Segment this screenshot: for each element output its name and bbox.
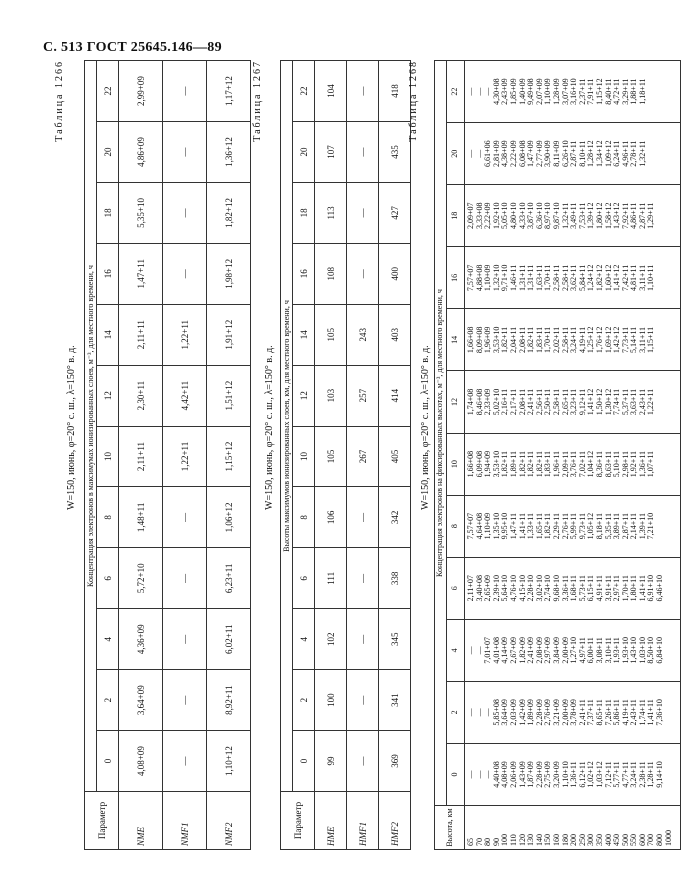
table-cell: 338	[379, 548, 411, 609]
table-cell: 405	[379, 426, 411, 487]
table-cell: 342	[379, 487, 411, 548]
table-cell: 105	[315, 426, 347, 487]
hour-header: 16	[97, 243, 119, 304]
table-cell: 107	[315, 122, 347, 183]
hour-header: 2	[447, 681, 465, 743]
table-cell: 104	[315, 61, 347, 122]
hour-header: 22	[447, 61, 465, 123]
table-row	[119, 61, 163, 850]
table-cell: 99	[315, 731, 347, 792]
hour-header: 4	[447, 619, 465, 681]
hour-header: 8	[447, 495, 465, 557]
param-label: HMF1	[347, 792, 379, 850]
hour-header: 22	[293, 61, 315, 122]
table-cell: 1,48+11	[119, 487, 163, 548]
table-cell: 2,11+11	[119, 304, 163, 365]
table-cell: 113	[315, 182, 347, 243]
table-cell: 1,10+12	[207, 731, 251, 792]
hour-header: 14	[97, 304, 119, 365]
param-label: HMF2	[379, 792, 411, 850]
hour-header: 14	[293, 304, 315, 365]
table-1266-number: Таблица 1266	[54, 60, 65, 142]
hour-header: 18	[293, 182, 315, 243]
table-row	[379, 61, 411, 850]
table-cell: 257	[347, 365, 379, 426]
hour-header: 12	[447, 371, 465, 433]
param-header: Параметр	[281, 792, 315, 850]
table-cell: —	[347, 487, 379, 548]
table-cell: 2,11+11	[119, 426, 163, 487]
hour-header: 10	[97, 426, 119, 487]
page-header: С. 513 ГОСТ 25645.146—89	[43, 40, 222, 55]
table-cell: —	[163, 182, 207, 243]
table-cell: —	[347, 548, 379, 609]
table-cell: 6,23+11	[207, 548, 251, 609]
table-cell: 106	[315, 487, 347, 548]
table-cell: 3,64+09	[119, 670, 163, 731]
concentration-column: 7,57+07 4,88+08 1,10+09 1,32+10 9,71+10 1,46+11 1,31+11 1,31+11 1,63+11 1,70+11 2,58+11 2,58+11 3,62+11 5,84+11 1,24+12 1,82+12 1,60+12 1,41+12 7,42+11 4,81+11 3,11+11 1,10+11	[465, 247, 681, 309]
table-cell: 427	[379, 182, 411, 243]
table-cell: —	[163, 122, 207, 183]
concentration-column: 7,57+07 4,64+08 1,10+09 1,35+10 9,95+10 1,47+11 1,41+11 1,33+11 1,65+11 1,82+11 2,29+11 2,76+11 5,99+11 9,73+11 1,05+12 8,18+11 5,35+11 3,89+11 2,87+11 2,14+11 1,39+11 7,21+10	[465, 495, 681, 557]
param-label: NMF2	[207, 792, 251, 850]
table-cell: 102	[315, 609, 347, 670]
table-cell: 1,36+12	[207, 122, 251, 183]
table-1268-caption: W=150, июнь, φ=20° с. ш., λ=150° в. д.	[420, 345, 431, 510]
hour-header: 0	[97, 731, 119, 792]
table-cell: —	[347, 670, 379, 731]
hour-header: 14	[447, 309, 465, 371]
hour-header: 8	[97, 487, 119, 548]
table-cell: 400	[379, 243, 411, 304]
table-cell: 267	[347, 426, 379, 487]
hour-header: 10	[293, 426, 315, 487]
hour-header: 20	[293, 122, 315, 183]
table-cell: 1,17+12	[207, 61, 251, 122]
hour-header: 16	[447, 247, 465, 309]
table-cell: —	[163, 731, 207, 792]
table-cell: 5,35+10	[119, 182, 163, 243]
concentration-column: 2,09+07 3,33+08 2,22+09 1,92+10 5,05+10 4,80+10 4,33+10 3,87+10 6,36+10 8,97+10 9,87+10 1,32+11 3,49+11 7,53+11 1,39+12 1,80+12 1,58+12 1,43+12 7,92+11 4,86+11 2,87+11 1,29+11	[465, 185, 681, 247]
concentration-column: 2,11+07 3,40+08 2,65+09 2,39+10 5,64+10 4,76+10 4,15+10 2,28+10 3,02+10 2,74+10 9,68+10 3,36+11 1,68+11 5,73+11 6,15+11 4,91+11 3,91+11 2,97+11 1,70+11 1,80+11 1,41+11 6,91+10 6,46+10	[465, 557, 681, 619]
table-row	[207, 61, 251, 850]
table-cell: 369	[379, 731, 411, 792]
table-cell: 1,22+11	[163, 426, 207, 487]
table-cell: —	[347, 609, 379, 670]
table-1268-number: Таблица 1268	[408, 60, 419, 142]
rotated-landscape-page	[50, 60, 673, 850]
table-cell: 4,08+09	[119, 731, 163, 792]
table-1266-caption: W=150, июнь, φ=20° с. ш., λ=150° в. д.	[66, 345, 77, 510]
table-cell: 345	[379, 609, 411, 670]
table-1267-caption: W=150, июнь, φ=20° с. ш., λ=150° в. д.	[264, 345, 275, 510]
table-cell: 1,22+11	[163, 304, 207, 365]
table-row	[163, 61, 207, 850]
concentration-column: — — — 5,85+08 3,64+09 2,03+09 1,42+09 1,89+09 2,28+09 2,76+09 3,21+09 2,00+09 3,78+09 2,41+11 7,37+11 8,65+11 7,26+11 5,86+11 4,19+11 2,43+11 1,74+11 1,41+11 7,36+10	[465, 681, 681, 743]
table-cell: —	[163, 670, 207, 731]
table-cell: —	[163, 243, 207, 304]
table-cell: —	[347, 182, 379, 243]
hour-header: 16	[293, 243, 315, 304]
hour-header: 6	[447, 557, 465, 619]
table-1267	[280, 60, 411, 850]
concentration-column: — — 7,01+07 4,01+08 4,14+09 2,67+09 1,82+09 2,41+09 2,08+09 2,97+09 3,84+09 2,00+09 1,27+10 4,97+11 6,00+11 3,08+11 3,10+11 1,93+11 1,93+10 1,43+10 1,03+10 8,50+10 6,84+10	[465, 619, 681, 681]
table-cell: 100	[315, 670, 347, 731]
table-cell: —	[347, 122, 379, 183]
hour-header: 22	[97, 61, 119, 122]
hour-header: 2	[97, 670, 119, 731]
table-cell: 1,06+12	[207, 487, 251, 548]
table-cell: 1,47+11	[119, 243, 163, 304]
hour-header: 6	[97, 548, 119, 609]
hour-header: 12	[293, 365, 315, 426]
table-cell: 1,98+12	[207, 243, 251, 304]
hour-header: 20	[97, 122, 119, 183]
concentration-column: 1,66+08 8,09+08 1,96+09 3,53+10 1,82+11 2,04+11 2,08+11 1,82+11 1,83+11 1,70+11 2,02+11 2,58+11 3,24+11 4,19+11 1,25+12 1,76+12 1,69+12 1,42+12 7,73+11 5,14+11 3,11+11 1,15+11	[465, 309, 681, 371]
concentration-column: 1,74+08 8,46+08 2,33+09 5,02+10 2,16+11 2,17+11 2,08+11 2,41+11 2,56+11 2,50+11 2,58+11 2,65+11 3,23+11 9,12+11 1,41+12 1,50+12 1,30+12 7,74+11 5,37+11 3,63+11 2,43+11 1,22+11	[465, 371, 681, 433]
table-cell: 414	[379, 365, 411, 426]
table-cell: 1,82+12	[207, 182, 251, 243]
hour-header: 0	[293, 731, 315, 792]
table-cell: —	[163, 487, 207, 548]
table-cell: —	[347, 731, 379, 792]
table-1267-span-header: Высоты максимумов ионизированных слоев, км, для местного времени, ч	[281, 61, 293, 792]
table-cell: 243	[347, 304, 379, 365]
table-cell: —	[163, 548, 207, 609]
table-cell: 1,91+12	[207, 304, 251, 365]
table-1266-span-header: Концентрация электронов в максимумах ионизированных слоев, м⁻³, для местного времени, ч	[85, 61, 97, 792]
hour-header: 2	[293, 670, 315, 731]
table-1268	[434, 60, 681, 850]
param-header: Параметр	[85, 792, 119, 850]
concentration-column: — — — 4,30+08 2,43+09 1,85+09 1,40+09 9,49+08 2,07+09 1,10+09 1,28+09 3,07+09 3,16+10 2,37+11 7,91+11 1,15+12 8,40+11 4,72+11 3,29+11 1,88+11 1,18+11	[465, 61, 681, 123]
concentration-column: 1,66+08 6,09+08 1,94+09 3,53+10 1,82+11 1,89+11 1,82+11 1,82+11 1,82+11 1,83+11 1,96+11 2,09+11 3,76+11 7,02+11 1,04+12 8,36+11 8,63+11 5,10+11 2,98+11 1,92+11 1,36+11 1,07+11	[465, 433, 681, 495]
hour-header: 8	[293, 487, 315, 548]
hour-header: 4	[293, 609, 315, 670]
table-cell: —	[163, 609, 207, 670]
param-label: NME	[119, 792, 163, 850]
hour-header: 4	[97, 609, 119, 670]
table-cell: 108	[315, 243, 347, 304]
hour-header: 10	[447, 433, 465, 495]
hour-header: 0	[447, 743, 465, 805]
table-cell: 111	[315, 548, 347, 609]
hour-header: 6	[293, 548, 315, 609]
table-row	[347, 61, 379, 850]
hour-header: 18	[447, 185, 465, 247]
altitude-header: Высота, км	[435, 806, 465, 850]
table-cell: 2,30+11	[119, 365, 163, 426]
table-cell: 435	[379, 122, 411, 183]
param-label: HME	[315, 792, 347, 850]
table-1266	[84, 60, 251, 850]
table-cell: 5,72+10	[119, 548, 163, 609]
table-cell: 403	[379, 304, 411, 365]
table-cell: —	[163, 61, 207, 122]
table-cell: 1,15+12	[207, 426, 251, 487]
table-cell: 4,36+09	[119, 609, 163, 670]
table-row	[315, 61, 347, 850]
table-cell: 1,51+12	[207, 365, 251, 426]
hour-header: 12	[97, 365, 119, 426]
table-cell: 4,86+09	[119, 122, 163, 183]
concentration-column: — — — 4,40+08 4,08+09 2,06+09 1,43+09 1,87+09 2,28+09 2,75+09 3,20+09 1,10+10 1,36+11 6,12+11 1,02+12 1,03+12 7,12+11 5,77+11 4,77+11 3,24+11 2,38+11 1,28+11 9,14+10	[465, 743, 681, 805]
table-1267-number: Таблица 1267	[252, 60, 263, 142]
concentration-column: — — 6,61+06 2,81+09 4,38+09 2,22+09 6,08+08 1,47+09 2,77+09 3,90+09 8,11+09 6,26+10 2,87+11 8,10+11 1,28+12 1,34+12 1,09+12 6,24+11 4,96+11 2,78+11 1,32+11	[465, 123, 681, 185]
table-cell: 2,99+09	[119, 61, 163, 122]
table-cell: 105	[315, 304, 347, 365]
table-cell: 4,42+11	[163, 365, 207, 426]
param-label: NMF1	[163, 792, 207, 850]
table-cell: 341	[379, 670, 411, 731]
hour-header: 18	[97, 182, 119, 243]
hour-header: 20	[447, 123, 465, 185]
table-cell: 8,92+11	[207, 670, 251, 731]
table-cell: 418	[379, 61, 411, 122]
table-cell: 6,02+11	[207, 609, 251, 670]
table-cell: —	[347, 61, 379, 122]
table-cell: 103	[315, 365, 347, 426]
altitude-column: 65 70 80 90 100 110 120 130 140 150 160 180 200 250 300 350 400 450 500 550 600 700 800 1000	[465, 806, 681, 850]
table-cell: —	[347, 243, 379, 304]
table-1268-span-header: Концентрация электронов на фиксированных высотах, м⁻³, для местного времени, ч	[435, 61, 447, 806]
